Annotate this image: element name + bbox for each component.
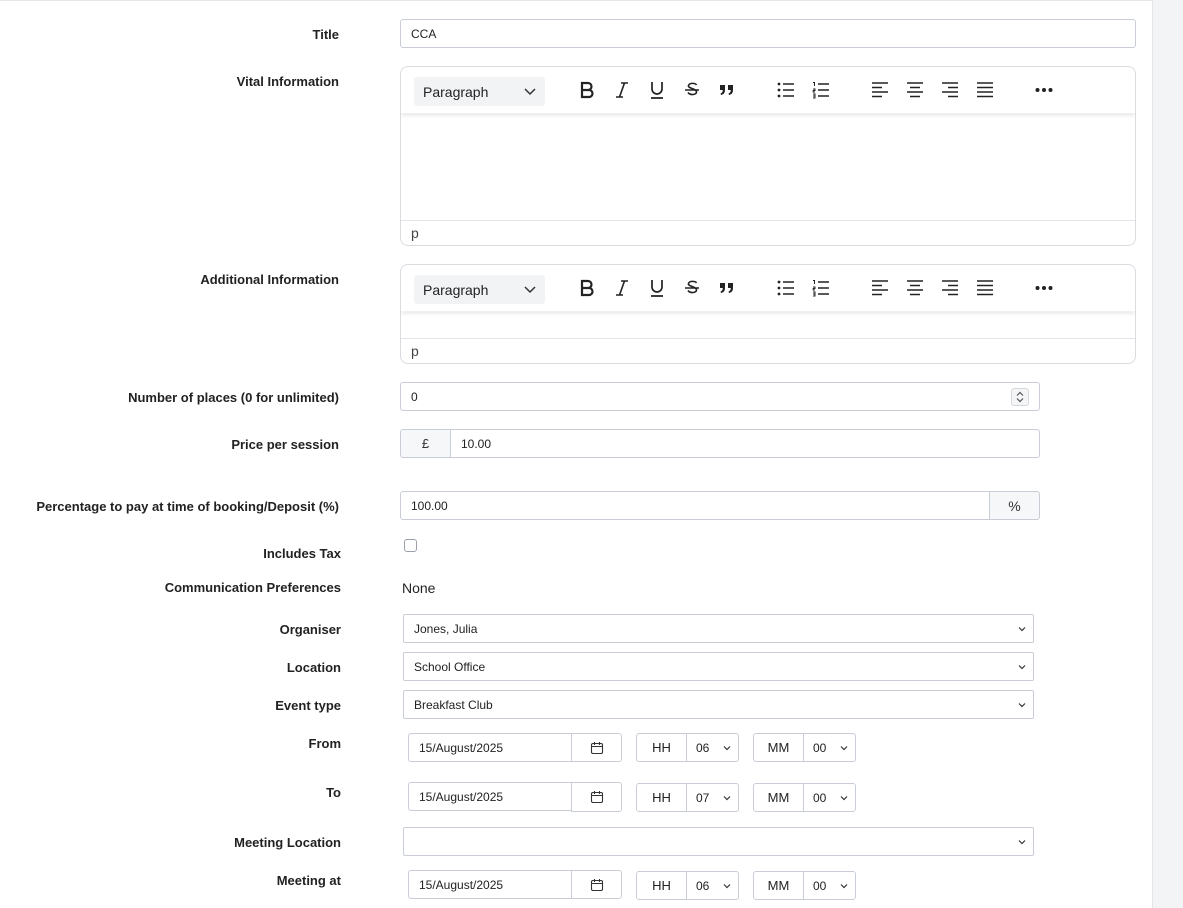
communication-preferences-label: Communication Preferences [164,580,341,595]
number-of-places-input[interactable] [400,382,1040,411]
to-minute-select[interactable] [803,783,856,812]
price-per-session-label: Price per session [231,437,339,452]
from-calendar-button[interactable] [571,733,622,762]
align-center-icon[interactable] [905,80,925,100]
organiser-label: Organiser [279,622,341,637]
element-path[interactable]: p [411,225,419,241]
italic-icon[interactable] [612,278,632,298]
numbered-list-icon[interactable] [811,80,831,100]
justify-icon[interactable] [975,278,995,298]
italic-icon[interactable] [612,80,632,100]
from-minute-select[interactable] [803,733,856,762]
meeting-location-select[interactable] [403,827,1034,856]
to-label: To [326,785,341,800]
price-per-session-input[interactable] [450,429,1040,458]
to-calendar-button[interactable] [571,782,622,812]
additional-information-statusbar [401,338,1135,363]
meeting-at-calendar-button[interactable] [571,870,622,899]
more-icon[interactable] [1034,80,1054,100]
additional-information-toolbar [401,265,1135,312]
meeting-at-date-input[interactable] [408,870,572,899]
from-date-input[interactable] [408,733,572,762]
to-date-input[interactable] [408,782,572,811]
event-type-label: Event type [275,698,341,713]
meeting-location-label: Meeting Location [234,835,341,850]
calendar-icon [590,878,604,892]
number-of-places-label: Number of places (0 for unlimited) [128,390,339,405]
vital-information-editor [400,66,1136,246]
vital-information-statusbar [401,220,1135,245]
currency-symbol: £ [421,436,430,451]
align-right-icon[interactable] [940,80,960,100]
chevron-down-icon [1018,838,1026,846]
align-center-icon[interactable] [905,278,925,298]
event-type-select[interactable] [403,690,1034,719]
from-minute-value: 00 [813,740,827,755]
meeting-at-minute-label: MM [753,871,804,900]
to-date-value: 15/August/2025 [419,789,504,804]
meeting-at-hour-label: HH [636,871,687,900]
meeting-at-minute-value: 00 [813,878,827,893]
event-type-value: Breakfast Club [414,697,493,712]
number-of-places-value: 0 [411,389,418,404]
blockquote-icon[interactable] [717,80,737,100]
to-hour-label: HH [636,783,687,812]
to-hour-select[interactable] [686,783,739,812]
calendar-icon [590,741,604,755]
align-left-icon[interactable] [870,278,890,298]
stepper-arrows-icon [1012,389,1028,405]
meeting-at-label: Meeting at [276,873,341,888]
additional-information-label: Additional Information [200,272,339,287]
vital-information-label: Vital Information [236,74,339,89]
price-per-session-value: 10.00 [461,436,492,451]
blockquote-icon[interactable] [717,278,737,298]
chevron-down-icon [723,794,731,802]
percent-icon: % [1008,497,1021,514]
strikethrough-icon[interactable] [682,80,702,100]
bold-icon[interactable] [577,80,597,100]
more-icon[interactable] [1034,278,1054,298]
vital-information-toolbar [401,67,1135,114]
align-right-icon[interactable] [940,278,960,298]
from-label: From [308,736,341,751]
to-hour-value: 07 [696,790,710,805]
currency-addon [400,429,451,458]
chevron-down-icon [1018,625,1026,633]
additional-information-content[interactable] [401,312,1135,338]
location-select[interactable] [403,652,1034,681]
title-input[interactable] [400,19,1136,48]
meeting-at-hour-value: 06 [696,878,710,893]
includes-tax-label: Includes Tax [263,546,341,561]
chevron-down-icon [723,882,731,890]
number-stepper[interactable] [1011,388,1029,406]
chevron-down-icon [840,882,848,890]
chevron-down-icon [1018,663,1026,671]
strikethrough-icon[interactable] [682,278,702,298]
chevron-down-icon [840,744,848,752]
element-path[interactable]: p [411,343,419,359]
block-format-value: Paragraph [423,83,489,100]
underline-icon[interactable] [647,80,667,100]
bold-icon[interactable] [577,278,597,298]
chevron-down-icon [1018,701,1026,709]
block-format-select[interactable] [414,77,545,106]
from-minute-label: MM [753,733,804,762]
block-format-select[interactable] [414,275,545,304]
communication-preferences-value: None [402,580,436,596]
to-minute-value: 00 [813,790,827,805]
deposit-percentage-input[interactable] [400,491,991,520]
calendar-icon [590,790,604,804]
align-left-icon[interactable] [870,80,890,100]
organiser-select[interactable] [403,614,1034,643]
from-date-value: 15/August/2025 [419,740,504,755]
bullet-list-icon[interactable] [776,278,796,298]
justify-icon[interactable] [975,80,995,100]
meeting-at-date-value: 15/August/2025 [419,877,504,892]
deposit-percentage-value: 100.00 [411,498,448,513]
meeting-at-hour-select[interactable] [686,871,739,900]
meeting-at-minute-select[interactable] [803,871,856,900]
location-value: School Office [414,659,486,674]
numbered-list-icon[interactable] [811,278,831,298]
chevron-down-icon [523,84,537,98]
location-label: Location [286,660,341,675]
organiser-value: Jones, Julia [414,621,478,636]
percent-addon [989,491,1040,520]
title-label: Title [312,27,339,42]
chevron-down-icon [840,794,848,802]
block-format-value: Paragraph [423,281,489,298]
from-hour-select[interactable] [686,733,739,762]
title-input-value: CCA [411,26,437,41]
from-hour-label: HH [636,733,687,762]
underline-icon[interactable] [647,278,667,298]
vital-information-content[interactable] [401,114,1135,220]
deposit-percentage-label: Percentage to pay at time of booking/Deposit (%) [36,499,339,514]
from-hour-value: 06 [696,740,710,755]
bullet-list-icon[interactable] [776,80,796,100]
includes-tax-checkbox[interactable] [404,539,417,552]
chevron-down-icon [723,744,731,752]
additional-information-editor [400,264,1136,364]
to-minute-label: MM [753,783,804,812]
chevron-down-icon [523,282,537,296]
